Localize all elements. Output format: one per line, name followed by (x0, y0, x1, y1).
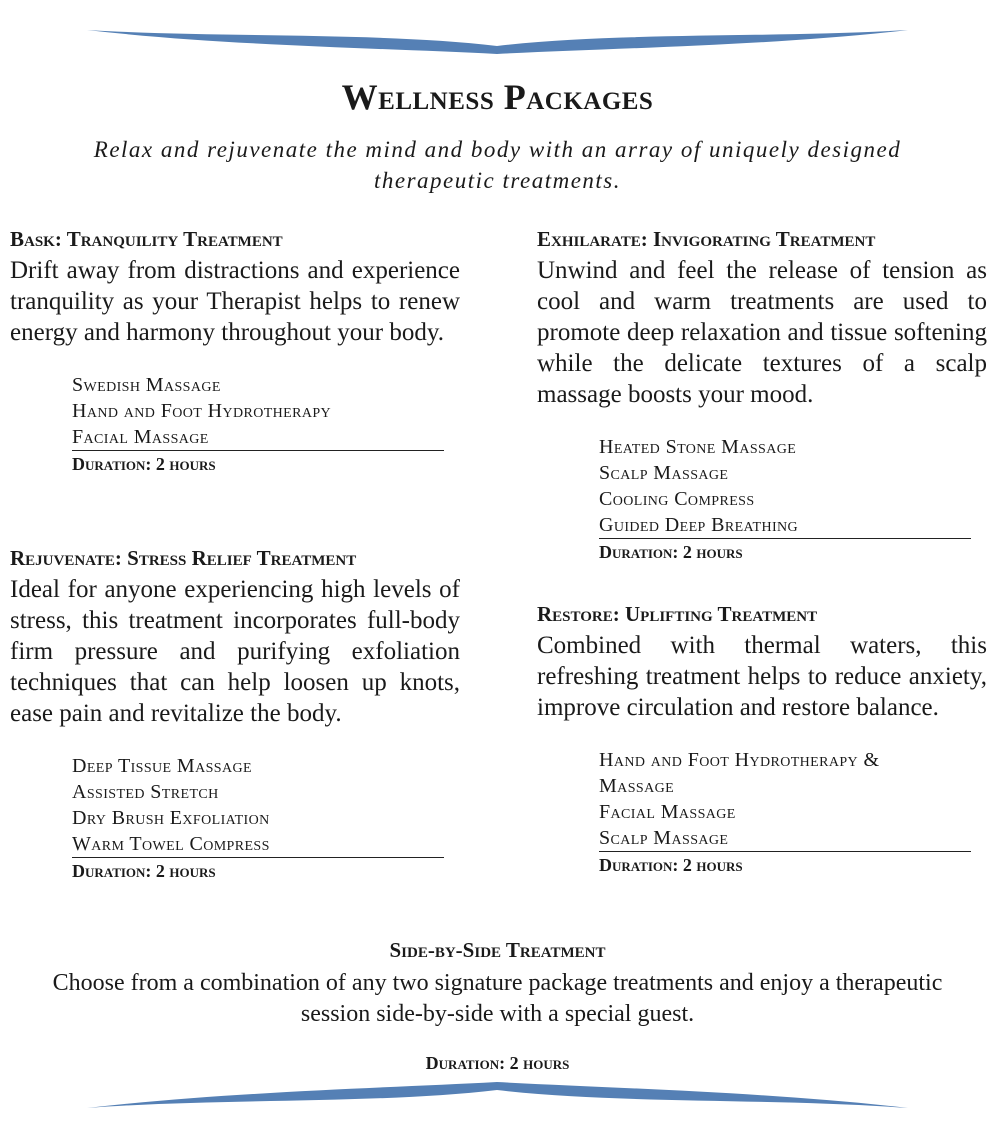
treatment-item: Dry Brush Exfoliation (72, 807, 270, 829)
treatment-list (599, 747, 971, 878)
package-title: Restore: Uplifting Treatment (537, 602, 818, 626)
package-description: Unwind and feel the release of tension as cool and warm treatments are used to promote deep relaxation and tissue softening while the delicate textures of a scalp massage boosts your mood. (537, 257, 987, 408)
package-bask (10, 227, 460, 477)
treatment-item: Cooling Compress (599, 488, 755, 510)
page-title: Wellness Packages (341, 77, 654, 117)
package-title: Rejuvenate: Stress Relief Treatment (10, 546, 357, 570)
package-description: Drift away from distractions and experience tranquility as your Therapist helps to renew energy and harmony throughout your body. (10, 257, 460, 346)
duration-label: Duration: 2 hours (599, 855, 743, 875)
treatment-item: Facial Massage (599, 801, 736, 823)
package-title: Side-by-Side Treatment (389, 938, 606, 962)
duration-label: Duration: 2 hours (72, 454, 216, 474)
page-subtitle: Relax and rejuvenate the mind and body with an array of uniquely designed therapeutic treatments. (93, 137, 902, 193)
duration-label: Duration: 2 hours (425, 1053, 570, 1073)
treatment-item: Swedish Massage (72, 374, 221, 396)
treatment-item: Deep Tissue Massage (72, 755, 252, 777)
treatment-item: Massage (599, 775, 675, 797)
package-rejuvenate (10, 546, 460, 884)
treatment-item: Hand and Foot Hydrotherapy & (599, 749, 880, 771)
treatment-item: Heated Stone Massage (599, 436, 797, 458)
bottom-flourish-divider (85, 1078, 910, 1112)
treatment-item: Facial Massage (72, 424, 444, 451)
treatment-list (72, 753, 444, 884)
top-flourish-divider (85, 24, 910, 58)
package-side-by-side (20, 938, 975, 1076)
treatment-item: Assisted Stretch (72, 781, 219, 803)
duration-label: Duration: 2 hours (599, 542, 743, 562)
treatment-list (72, 372, 444, 477)
package-exhilarate (537, 227, 987, 565)
treatment-item: Warm Towel Compress (72, 831, 444, 858)
package-title: Bask: Tranquility Treatment (10, 227, 283, 251)
treatment-item: Hand and Foot Hydrotherapy (72, 400, 332, 422)
package-description: Ideal for anyone experiencing high levels of stress, this treatment incorporates full-body firm pressure and purifying exfoliation techniques that can help loosen up knots, ease pain and revitalize the body. (10, 576, 460, 727)
package-description: Combined with thermal waters, this refreshing treatment helps to reduce anxiety, improve circulation and restore balance. (537, 632, 987, 721)
duration-label: Duration: 2 hours (72, 861, 216, 881)
treatment-item: Scalp Massage (599, 462, 729, 484)
package-description: Choose from a combination of any two signature package treatments and enjoy a therapeutic session side-by-side with a special guest. (52, 970, 943, 1027)
package-title: Exhilarate: Invigorating Treatment (537, 227, 876, 251)
package-restore (537, 602, 987, 878)
treatment-list (599, 434, 971, 565)
treatment-item: Scalp Massage (599, 825, 971, 852)
treatment-item: Guided Deep Breathing (599, 512, 971, 539)
